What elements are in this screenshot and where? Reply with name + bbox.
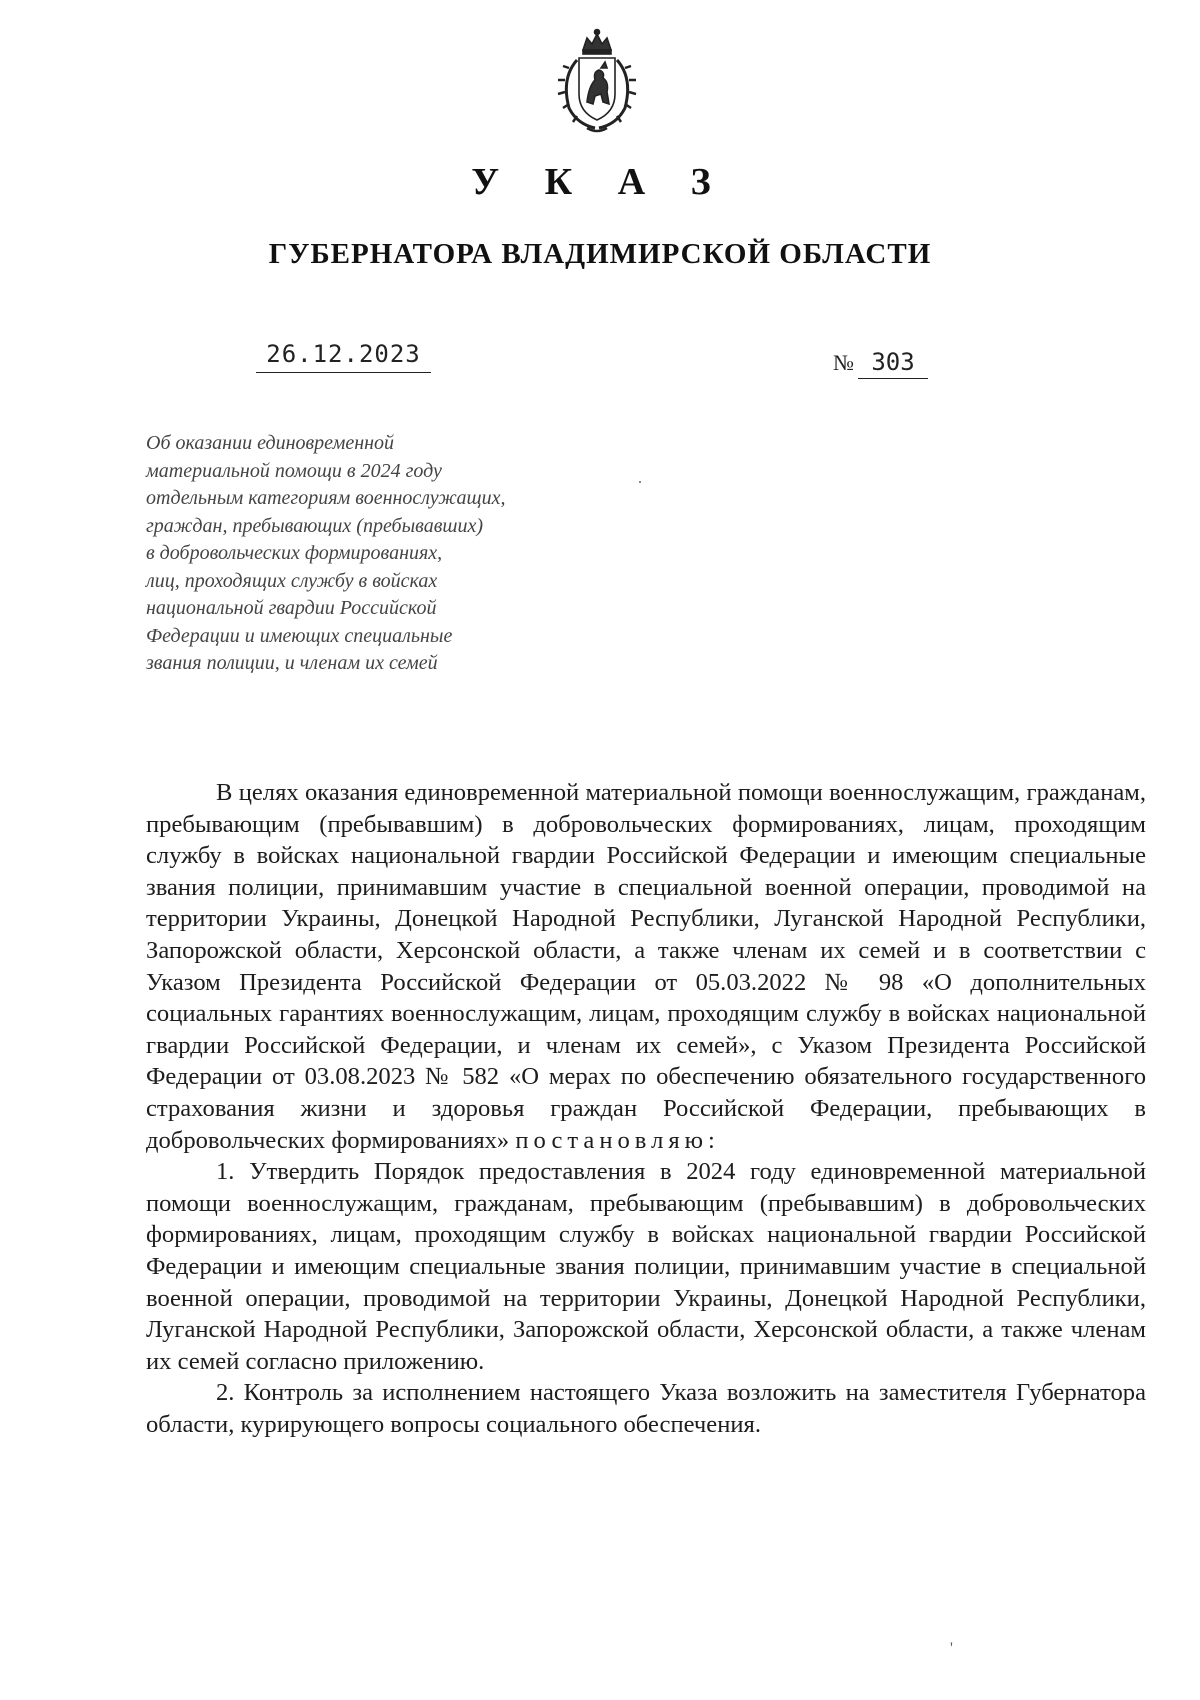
document-number: 303 (858, 348, 928, 379)
scan-speck: ' (950, 1640, 953, 1657)
heading-line: Об оказании единовременной (146, 432, 395, 454)
heading-line: граждан, пребывающих (пребывавших) (146, 514, 484, 537)
heading-line: отдельным категориям военнослужащих, (146, 487, 506, 509)
number-sign: № (833, 350, 854, 375)
preamble-text: В целях оказания единовременной материальной помощи военнослужащим, гражданам, пребывающим (пребывавшим) в добровольческих формированиях, лицам, проходящим службу в войсках национальной гвардии Российской Федерации и имеющим специальные звания полиции, принимавшим участие в специальной военной операции, проводимой на территории Украины, Донецкой Народной Республики, Луганской Народной Республики, Запорожской области, Херсонской области, а также членам их семей и в соответствии с Указом Президента Российской Федерации от 05.03.2022 № 98 «О дополнительных социальных гарантиях военнослужащим, лицам, проходящим службу в войсках национальной гвардии Российской Федерации, и членам их семей», с Указом Президента Российской Федерации от 03.08.2023 № 582 «О мерах по обеспечению обязательного государственного страхования жизни и здоровья граждан Российской Федерации, пребывающих в добровольческих формированиях» (146, 779, 1146, 1154)
date-underline (256, 372, 431, 373)
preamble-paragraph (146, 777, 1146, 1156)
number-field (833, 348, 943, 379)
item-2-paragraph: 2. Контроль за исполнением настоящего Указа возложить на заместителя Губернатора области, курирующего вопросы социального обеспечения. (146, 1379, 1146, 1438)
document-body (146, 777, 1146, 1440)
heading-line: национальной гвардии Российской (146, 597, 437, 619)
heading-line: материальной помощи в 2024 году (146, 459, 442, 482)
heading-line: в добровольческих формированиях, (146, 542, 443, 564)
document-date: 26.12.2023 (266, 340, 421, 368)
date-field (256, 340, 431, 373)
item-1-paragraph: 1. Утвердить Порядок предоставления в 2024 году единовременной материальной помощи военнослужащим, гражданам, пребывающим (пребывавшим) в добровольческих формированиях, лицам, проходящим службу в войсках национальной гвардии Российской Федерации и имеющим специальные звания полиции, принимавшим участие в специальной военной операции, проводимой на территории Украины, Донецкой Народной Республики, Луганской Народной Республики, Запорожской области, Херсонской области, а также членам их семей согласно приложению. (146, 1158, 1146, 1375)
document-subtitle: ГУБЕРНАТОРА ВЛАДИМИРСКОЙ ОБЛАСТИ (268, 238, 932, 270)
heading-line: лиц, проходящих службу в войсках (146, 569, 438, 592)
coat-of-arms-icon (547, 28, 647, 136)
heading-line: Федерации и имеющих специальные (146, 624, 453, 647)
document-heading (146, 430, 626, 678)
document-title: У К А З (471, 161, 729, 203)
heading-line: звания полиции, и членам их семей (146, 652, 438, 674)
scan-speck: . (638, 470, 642, 487)
decree-word: постановляю: (515, 1126, 720, 1154)
